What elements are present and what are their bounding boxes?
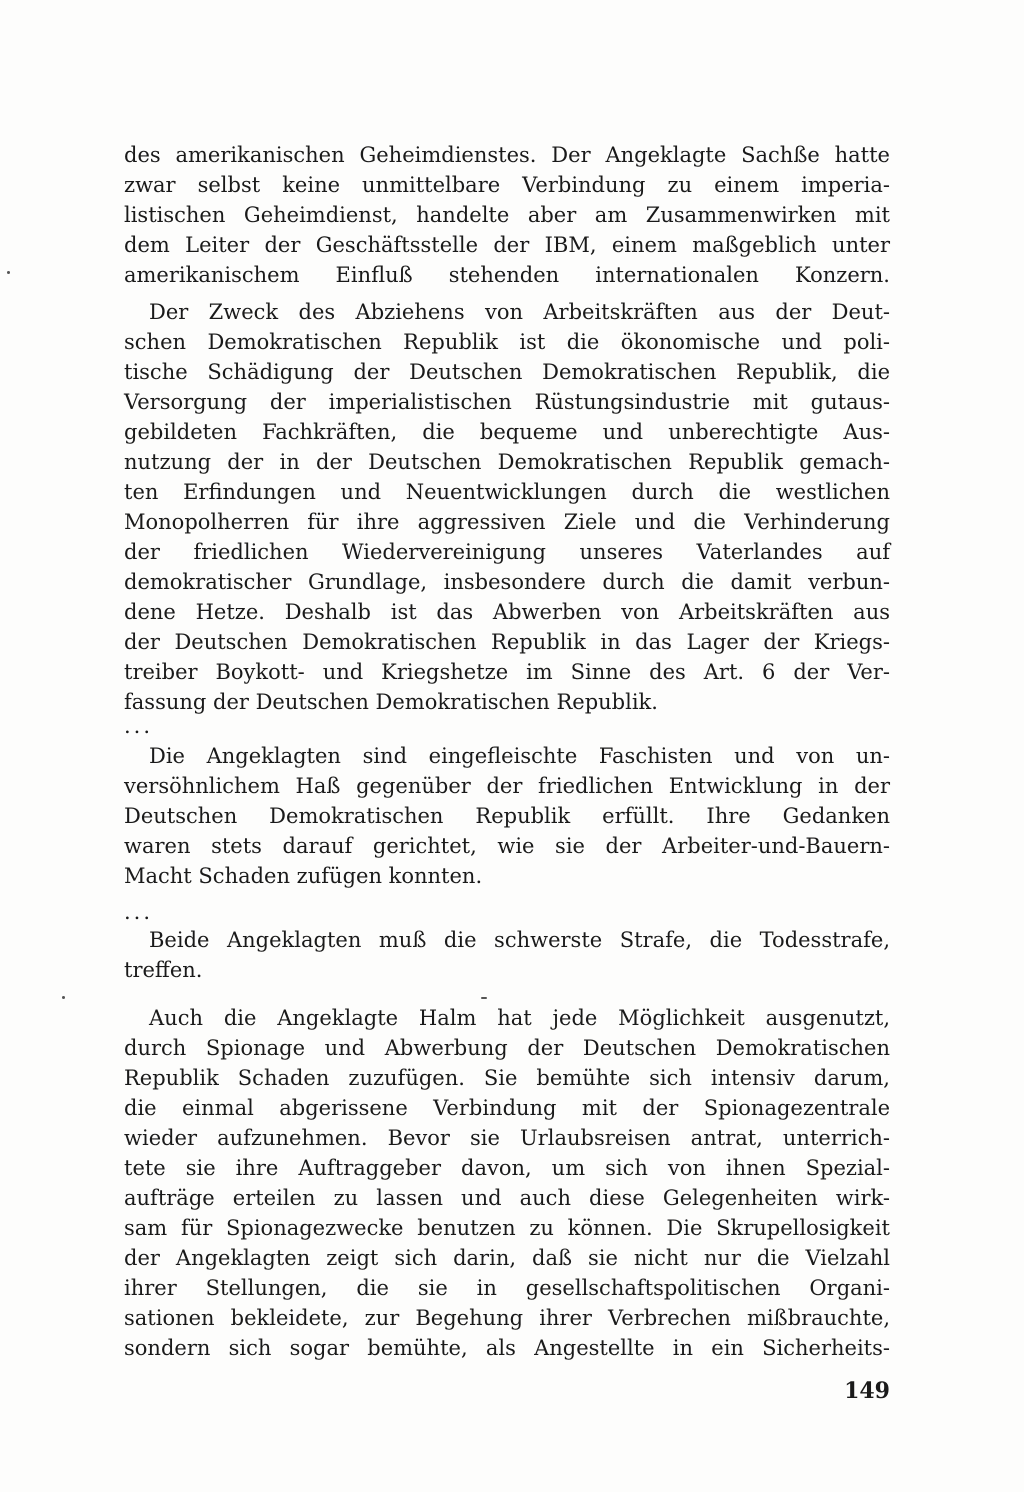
paragraph-line: demokratischer Grundlage, insbesondere durch die damit verbun-: [124, 570, 890, 594]
paragraph-3: [124, 741, 890, 891]
paragraph-4: [124, 925, 890, 985]
paragraph-line: Die Angeklagten sind eingefleischte Faschisten und von un-: [149, 744, 890, 768]
paragraph-line: durch Spionage und Abwerbung der Deutschen Demokratischen: [124, 1036, 890, 1060]
paragraph-line: sam für Spionagezwecke benutzen zu können. Die Skrupellosigkeit: [124, 1216, 890, 1240]
paragraph-line: versöhnlichem Haß gegenüber der friedlichen Entwicklung in der: [124, 774, 890, 798]
paragraph-2: [124, 297, 890, 717]
paragraph-line: nutzung der in der Deutschen Demokratischen Republik gemach-: [124, 450, 890, 474]
paragraph-5: [124, 1003, 890, 1363]
paragraph-line: tete sie ihre Auftraggeber davon, um sich von ihnen Spezial-: [124, 1156, 890, 1180]
paragraph-line: sationen bekleidete, zur Begehung ihrer Verbrechen mißbrauchte,: [124, 1306, 890, 1330]
scan-speck: [7, 271, 10, 274]
omission-ellipsis: [124, 897, 890, 927]
paragraph-line: des amerikanischen Geheimdienstes. Der Angeklagte Sachße hatte: [124, 143, 890, 167]
paragraph-line: gebildeten Fachkräften, die bequeme und unberechtigte Aus-: [124, 420, 890, 444]
paragraph-line: sondern sich sogar bemühte, als Angestellte in ein Sicherheits-: [124, 1336, 890, 1360]
scan-speck: [481, 997, 487, 999]
paragraph-line: Monopolherren für ihre aggressiven Ziele und die Verhinderung: [124, 510, 890, 534]
paragraph-line: Macht Schaden zufügen konnten.: [124, 864, 483, 888]
paragraph-line: Beide Angeklagten muß die schwerste Strafe, die Todesstrafe,: [149, 928, 890, 952]
paragraph-line: listischen Geheimdienst, handelte aber am Zusammenwirken mit: [124, 203, 890, 227]
paragraph-line: der friedlichen Wiedervereinigung unseres Vaterlandes auf: [124, 540, 890, 564]
paragraph-line: tische Schädigung der Deutschen Demokratischen Republik, die: [124, 360, 890, 384]
paragraph-line: Versorgung der imperialistischen Rüstungsindustrie mit gutaus-: [124, 390, 890, 414]
paragraph-line: Republik Schaden zuzufügen. Sie bemühte sich intensiv darum,: [124, 1066, 890, 1090]
paragraph-line: aufträge erteilen zu lassen und auch diese Gelegenheiten wirk-: [124, 1186, 890, 1210]
ellipsis-text: ...: [124, 714, 154, 738]
paragraph-line: waren stets darauf gerichtet, wie sie der Arbeiter-und-Bauern-: [124, 834, 890, 858]
scan-speck: [62, 996, 65, 999]
omission-ellipsis: [124, 711, 890, 741]
paragraph-line: der Deutschen Demokratischen Republik in das Lager der Kriegs-: [124, 630, 890, 654]
paragraph-1: [124, 140, 890, 290]
paragraph-line: Der Zweck des Abziehens von Arbeitskräften aus der Deut-: [149, 300, 890, 324]
paragraph-line: treffen.: [124, 958, 203, 982]
paragraph-line: wieder aufzunehmen. Bevor sie Urlaubsreisen antrat, unterrich-: [124, 1126, 890, 1150]
paragraph-line: die einmal abgerissene Verbindung mit der Spionagezentrale: [124, 1096, 890, 1120]
paragraph-line: Deutschen Demokratischen Republik erfüllt. Ihre Gedanken: [124, 804, 890, 828]
page-number: 149: [844, 1378, 890, 1404]
paragraph-line: zwar selbst keine unmittelbare Verbindung zu einem imperia-: [124, 173, 890, 197]
paragraph-line: dem Leiter der Geschäftsstelle der IBM, einem maßgeblich unter: [124, 233, 890, 257]
paragraph-line: fassung der Deutschen Demokratischen Republik.: [124, 690, 658, 714]
paragraph-line: der Angeklagten zeigt sich darin, daß sie nicht nur die Vielzahl: [124, 1246, 890, 1270]
ellipsis-text: ...: [124, 900, 154, 924]
paragraph-line: schen Demokratischen Republik ist die ökonomische und poli-: [124, 330, 890, 354]
paragraph-line: amerikanischem Einfluß stehenden internationalen Konzern.: [124, 263, 890, 287]
paragraph-line: treiber Boykott- und Kriegshetze im Sinne des Art. 6 der Ver-: [124, 660, 890, 684]
paragraph-line: ihrer Stellungen, die sie in gesellschaftspolitischen Organi-: [124, 1276, 890, 1300]
paragraph-line: ten Erfindungen und Neuentwicklungen durch die westlichen: [124, 480, 890, 504]
paragraph-line: Auch die Angeklagte Halm hat jede Möglichkeit ausgenutzt,: [149, 1006, 890, 1030]
paragraph-line: dene Hetze. Deshalb ist das Abwerben von Arbeitskräften aus: [124, 600, 890, 624]
